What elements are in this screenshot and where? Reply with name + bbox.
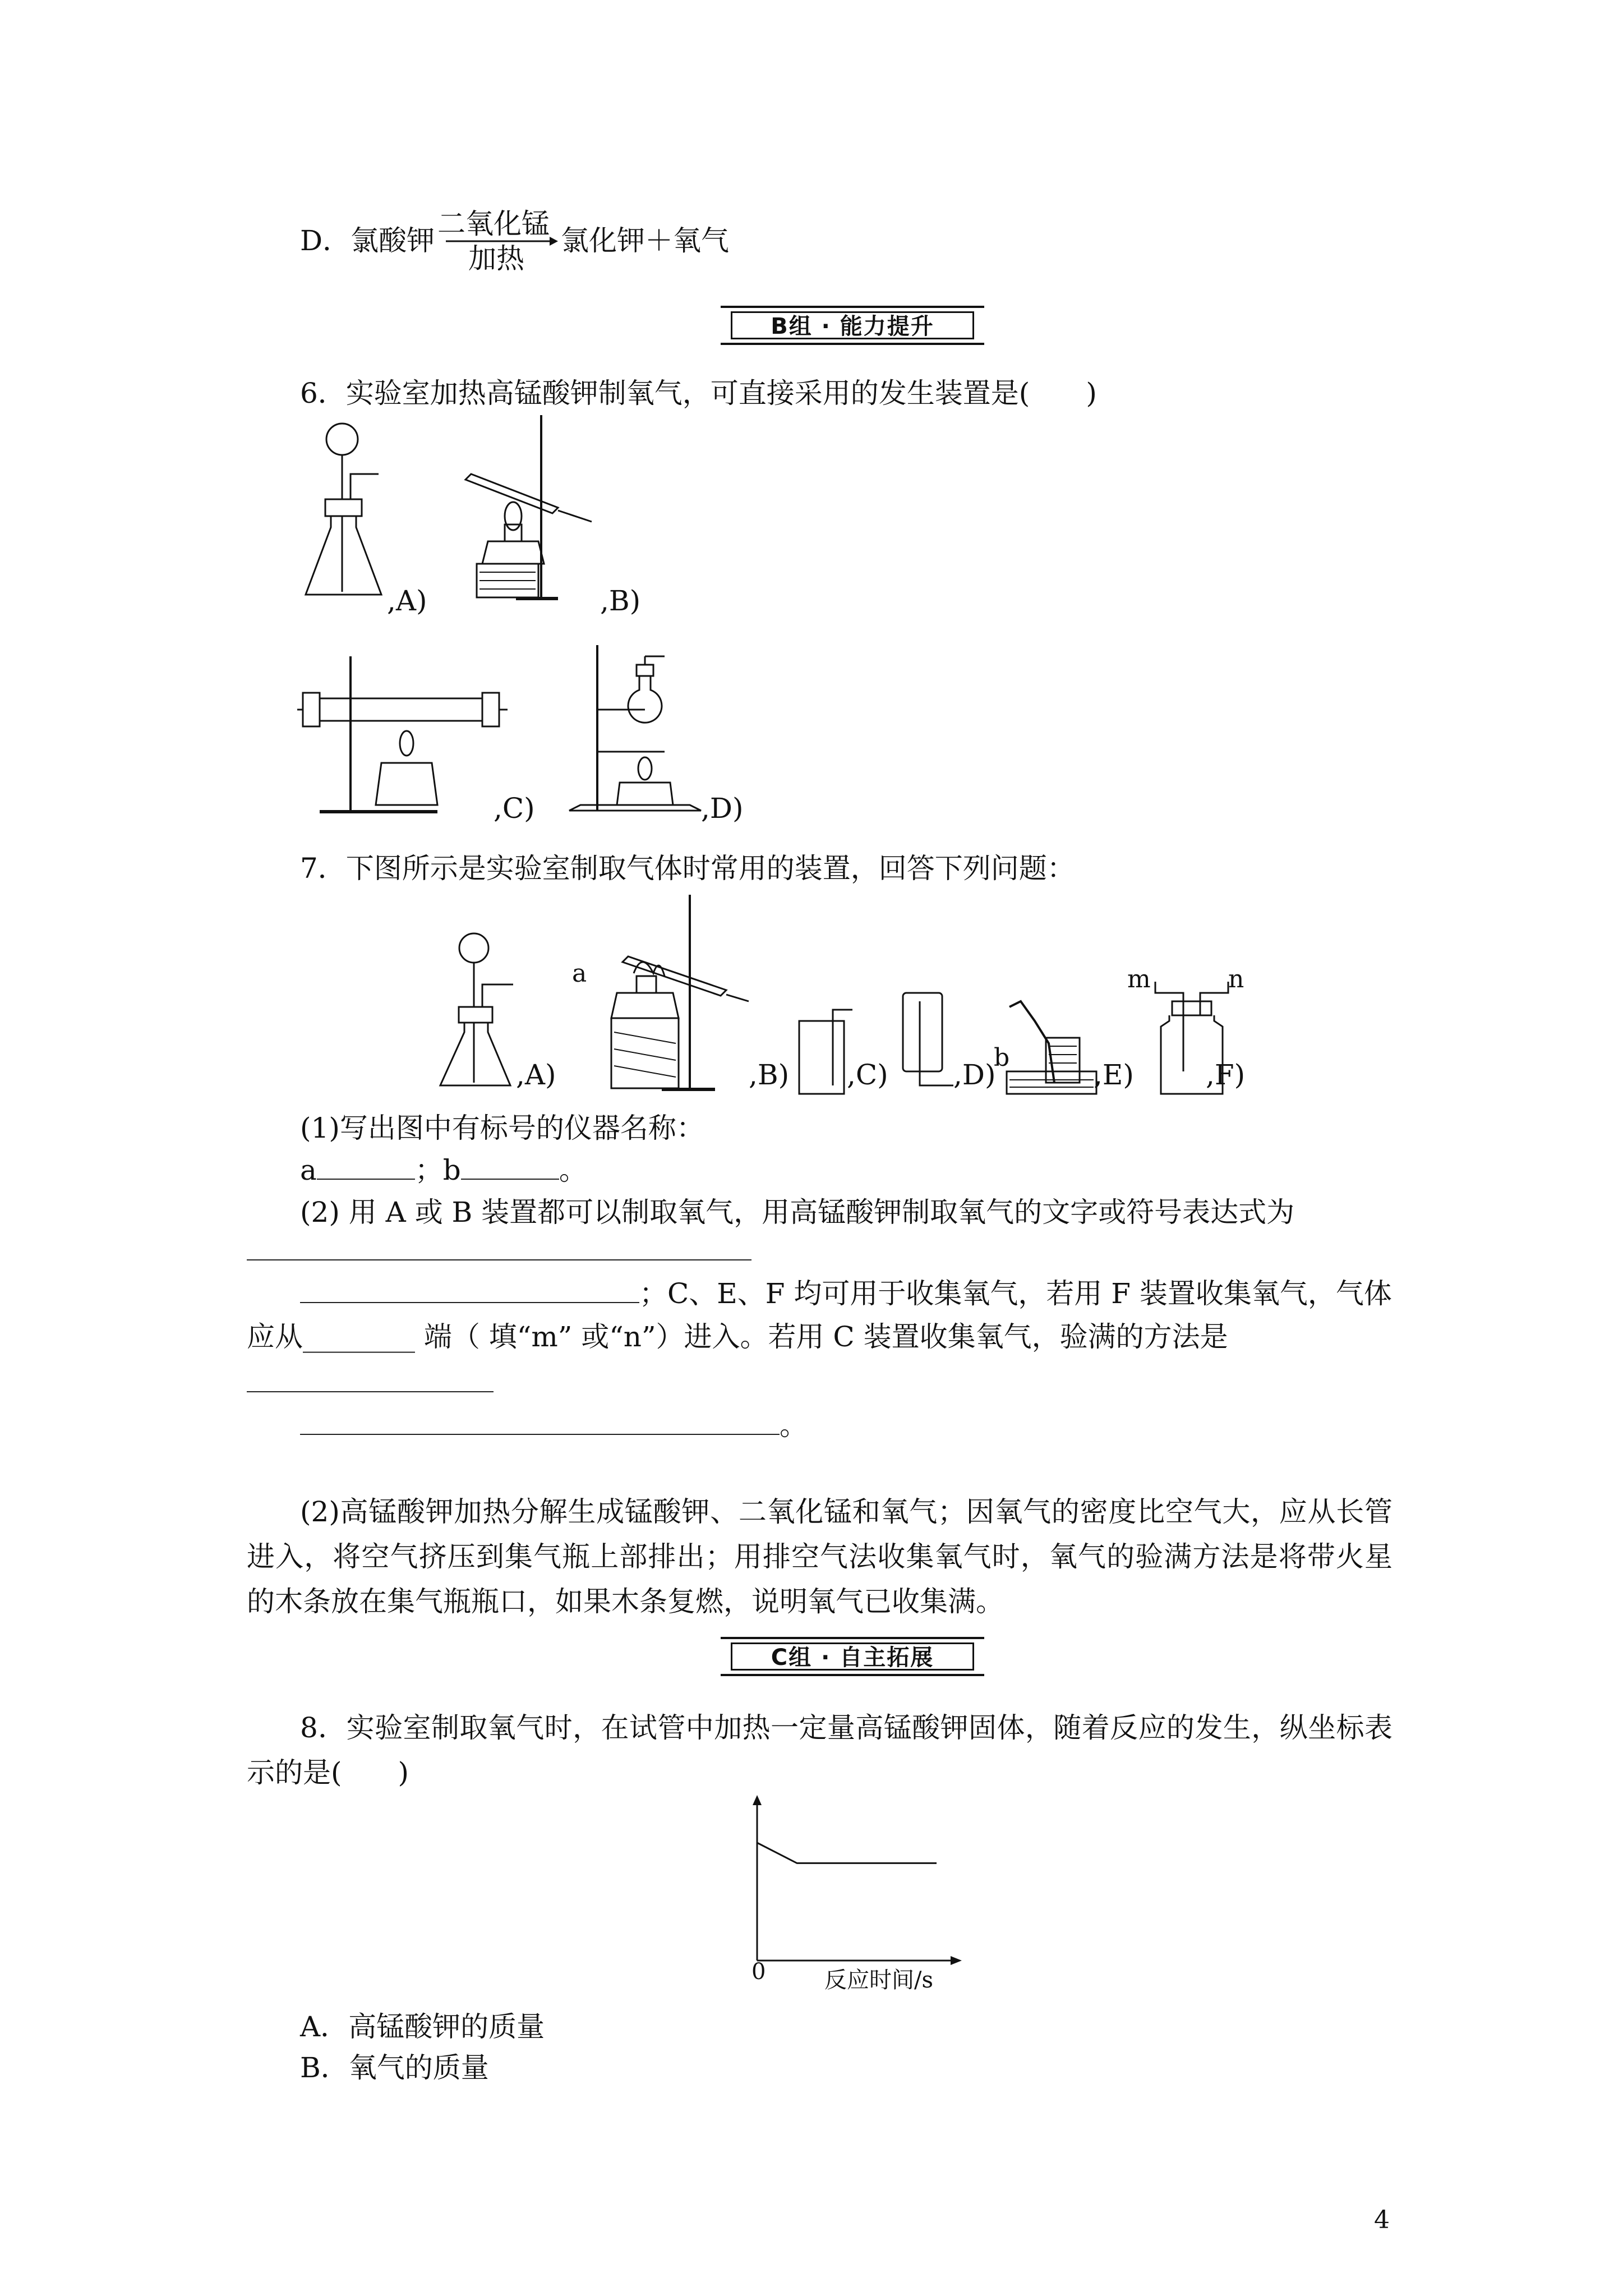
q6-apparatus-a-flask-icon xyxy=(303,418,398,609)
q8-stem: 8．实验室制取氧气时，在试管中加热一定量高锰酸钾固体，随着反应的发生，纵坐标表示的是( ) xyxy=(247,1711,1393,1789)
q7-apparatus-b-heating-icon xyxy=(589,895,751,1099)
section-c-title: C组 · 自主拓展 xyxy=(731,1642,974,1671)
q7-sub1: (1)写出图中有标号的仪器名称： xyxy=(300,1112,704,1144)
q7-label-a: ,A) xyxy=(516,1059,556,1091)
q7-label-d: ,D) xyxy=(953,1059,996,1091)
section-b-banner xyxy=(721,306,984,345)
q5-option-d-prefix: D．氯酸钾 xyxy=(300,224,435,257)
q7-label-c: ,C) xyxy=(847,1059,888,1091)
q6-label-c: ,C) xyxy=(494,792,535,825)
q5-catalyst: 二氧化锰 xyxy=(437,208,550,240)
q7-line3-text: ；C、E、F 均可用于收集氧气，若用 F 装置收集氧气，气体 xyxy=(639,1277,1392,1310)
q7-sub2: (2) 用 A 或 B 装置都可以制取氧气，用高锰酸钾制取氧气的文字或符号表达式为 xyxy=(300,1196,1295,1228)
q8-option-b: B．氧气的质量 xyxy=(300,2051,489,2084)
q7-answer-line-1 xyxy=(247,1259,751,1260)
q7-apparatus-d-inverted-bottle-icon xyxy=(897,990,959,1097)
q8-curve xyxy=(757,1843,937,1863)
q7-label-f: ,F) xyxy=(1206,1059,1246,1091)
q7-line6 xyxy=(300,1408,808,1443)
q6-apparatus-c-tube-icon xyxy=(297,645,510,819)
q5-option-d-suffix: 氯化钾＋氧气 xyxy=(561,224,729,257)
q7-sub1-end: 。 xyxy=(559,1154,587,1186)
q6-label-a: ,A) xyxy=(387,585,427,617)
q7-line6-end: 。 xyxy=(780,1409,808,1442)
q7-marker-a: a xyxy=(572,959,587,988)
q8-x-axis-arrow-icon xyxy=(951,1956,962,1965)
q6-stem: 6．实验室加热高锰酸钾制氧气，可直接采用的发生装置是( ) xyxy=(300,377,1097,409)
q8-xlabel: 反应时间/s xyxy=(824,1967,934,1993)
q6-apparatus-b-heating-icon xyxy=(460,412,594,603)
reaction-arrow-icon xyxy=(446,236,558,247)
q7-sub1-sep: ；b xyxy=(414,1154,461,1186)
q7-label-e: ,E) xyxy=(1094,1059,1134,1091)
q7-line3 xyxy=(300,1276,1392,1311)
q7-sub1-a-label: a xyxy=(300,1154,317,1186)
q5-option-d xyxy=(300,223,435,258)
q8-graph xyxy=(729,1795,965,1986)
q6-apparatus-d-flask-stand-icon xyxy=(566,642,712,822)
q7-sub1-answers xyxy=(300,1153,587,1188)
q6-label-d: ,D) xyxy=(701,792,744,825)
q7-sub1-a-blank xyxy=(317,1154,415,1180)
q7-answer-line-3 xyxy=(247,1391,494,1392)
q7-answer-explanation: (2)高锰酸钾加热分解生成锰酸钾、二氧化锰和氧气；因氧气的密度比空气大，应从长管进入，将空气挤压到集气瓶上部排出；用排空气法收集氧气时，氧气的验满方法是将带火星的木条放在集气瓶瓶口，如果木条复燃，说明氧气已收集满。 xyxy=(247,1496,1393,1618)
q7-answer-line-4 xyxy=(300,1409,780,1435)
section-b-title: B组 · 能力提升 xyxy=(731,311,974,339)
section-c-banner xyxy=(721,1637,984,1676)
q7-apparatus-a-flask-icon xyxy=(437,928,527,1097)
q7-apparatus-c-bottle-icon xyxy=(794,1004,855,1097)
q7-marker-b: b xyxy=(994,1043,1010,1072)
q8-y-axis-arrow-icon xyxy=(753,1795,762,1805)
q7-answer-line-2 xyxy=(300,1277,639,1303)
q7-line4: 应从________ 端（ 填“m” 或“n”）进入。若用 C 装置收集氧气，验满的方法是 xyxy=(247,1320,1228,1353)
q7-stem: 7．下图所示是实验室制取气体时常用的装置，回答下列问题： xyxy=(300,852,1075,885)
q5-condition: 加热 xyxy=(468,242,524,275)
q7-marker-n: n xyxy=(1228,965,1244,993)
page-number: 4 xyxy=(1374,2206,1390,2234)
q7-marker-m: m xyxy=(1127,965,1151,993)
q6-label-b: ,B) xyxy=(600,585,641,617)
q8-origin: 0 xyxy=(751,1959,766,1985)
q7-sub1-b-blank xyxy=(461,1154,559,1180)
q7-label-b: ,B) xyxy=(749,1059,790,1091)
q8-option-a: A．高锰酸钾的质量 xyxy=(300,2010,545,2043)
